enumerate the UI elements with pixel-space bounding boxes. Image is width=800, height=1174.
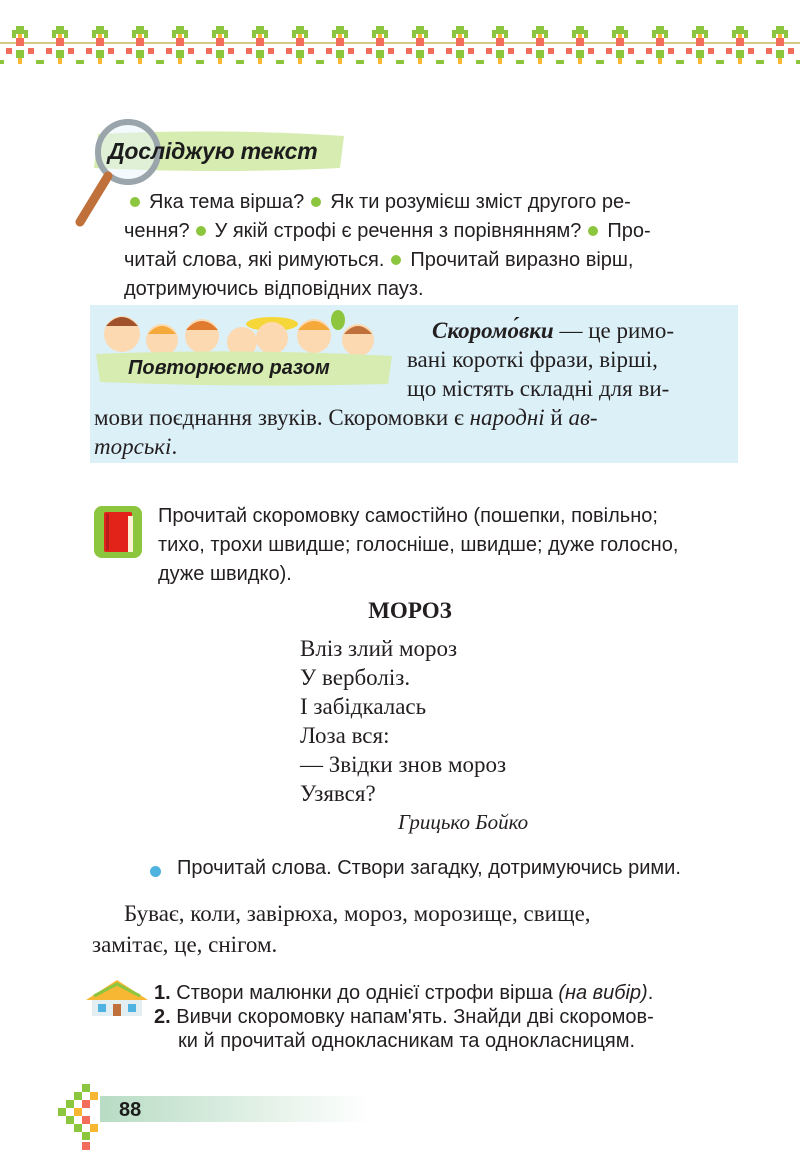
homework-text: Створи малюнки до однієї строфи вірша xyxy=(176,982,559,1004)
bullet-icon xyxy=(588,226,598,236)
question-4-cont: читай слова, які римуються. xyxy=(124,249,385,271)
homework-item-1 xyxy=(154,982,653,1005)
bullet-icon xyxy=(130,197,140,207)
definition-emphasis: ав- xyxy=(568,405,598,430)
instruction-line: тихо, трохи швидше; голосніше, швидше; дуже голосно, xyxy=(158,534,679,556)
question-2-cont: чення? xyxy=(124,220,190,242)
definition-text: й xyxy=(544,405,569,430)
bullet-icon xyxy=(150,866,161,877)
homework-text: Вивчи скоромовку напам'ять. Знайди дві скоромов- xyxy=(176,1006,654,1028)
definition-line: вані короткі фрази, вірші, xyxy=(407,347,658,372)
poem-author: Грицько Бойко xyxy=(398,810,529,834)
bullet-icon xyxy=(391,255,401,265)
top-ornament-border xyxy=(0,22,800,72)
question-5-cont: дотримуючись відповідних пауз. xyxy=(124,278,424,300)
definition-text: мови поєднання звуків. Скоромовки є xyxy=(94,405,470,430)
house-icon xyxy=(82,976,152,1022)
definition-line xyxy=(94,405,598,431)
question-2: Як ти розумієш зміст другого ре- xyxy=(330,191,631,213)
definition-emphasis: торські xyxy=(94,434,172,459)
question-5: Прочитай виразно вірш, xyxy=(410,249,634,271)
poem-line: У верболіз. xyxy=(300,665,411,690)
riddle-task: Прочитай слова. Створи загадку, дотримуючись рими. xyxy=(177,857,681,879)
reading-instruction xyxy=(158,502,742,589)
homework-number: 1. xyxy=(154,982,171,1004)
poem-line: Лоза вся: xyxy=(300,723,390,748)
book-icon xyxy=(92,504,144,560)
page-number: 88 xyxy=(119,1099,142,1121)
definition-text: — це римо- xyxy=(553,318,675,343)
homework-item-2-cont: ки й прочитай однокласникам та однокласницям. xyxy=(178,1030,636,1052)
instruction-line: Прочитай скоромовку самостійно (пошепки, повільно; xyxy=(158,505,658,527)
research-title: Досліджую текст xyxy=(108,138,318,164)
poem-line: — Звідки знов мороз xyxy=(300,752,507,777)
poem-title: МОРОЗ xyxy=(368,598,452,623)
homework-emphasis: (на вибір) xyxy=(558,982,648,1004)
definition-line: що містять складні для ви- xyxy=(407,376,670,401)
definition-text: . xyxy=(171,434,178,459)
definition-line xyxy=(432,318,674,344)
homework-number: 2. xyxy=(154,1006,171,1028)
homework-text: . xyxy=(647,982,654,1004)
definition-emphasis: народні xyxy=(469,405,545,430)
definition-line xyxy=(94,434,177,460)
instruction-line: дуже швидко). xyxy=(158,563,292,585)
riddle-words xyxy=(92,898,742,960)
poem-line: Вліз злий мороз xyxy=(300,636,458,661)
question-3: У якій строфі є речення з порівнянням? xyxy=(214,220,582,242)
question-4: Про- xyxy=(607,220,651,242)
bullet-icon xyxy=(311,197,321,207)
footer-ornament xyxy=(58,1082,114,1152)
poem-line: Узявся? xyxy=(300,781,376,806)
riddle-words-line: Буває, коли, завірюха, мороз, морозище, свище, xyxy=(124,901,591,926)
homework-item-2 xyxy=(154,1006,654,1029)
bullet-icon xyxy=(196,226,206,236)
riddle-words-line: замітає, це, снігом. xyxy=(92,932,278,957)
poem-line: І забідкалась xyxy=(300,694,427,719)
question-1: Яка тема вірша? xyxy=(149,191,305,213)
definition-term: Скоромо́вки xyxy=(432,318,554,343)
repeat-title: Повторюємо разом xyxy=(128,357,330,379)
research-questions xyxy=(124,188,740,304)
